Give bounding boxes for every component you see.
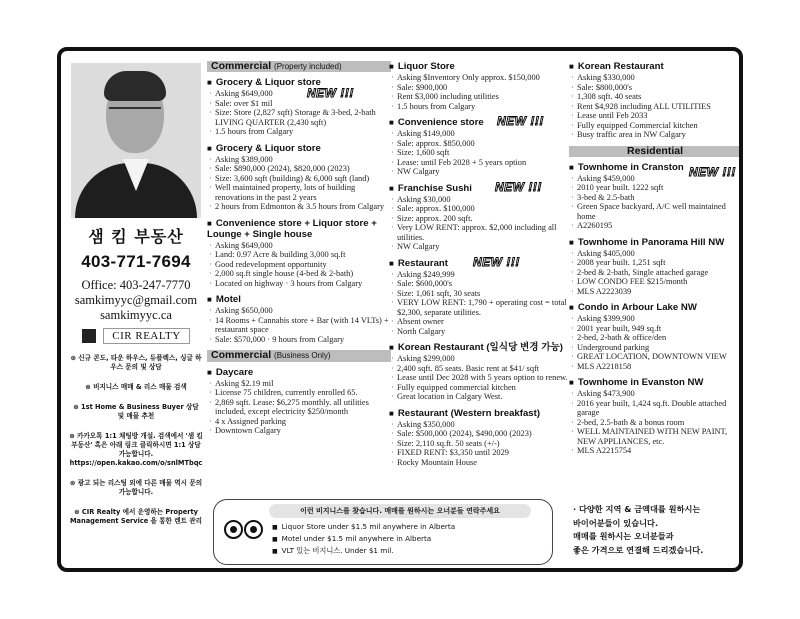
service-note: ⊛ 1st Home & Business Buyer 상담 및 매물 추천: [73, 403, 199, 420]
listing-detail: · GREAT LOCATION, DOWNTOWN VIEW: [569, 352, 741, 362]
listing[interactable]: [569, 162, 741, 231]
listing-detail: · 2,400 sqft. 85 seats. Basic rent at $41/ sqft: [389, 364, 571, 374]
listing-title: ■ Restaurant (Western breakfast): [389, 408, 571, 419]
listing-detail: · 2-bed, 2-bath & office/den: [569, 333, 741, 343]
listing-detail: · Sale: approx. $100,000: [389, 204, 571, 214]
wanted-businesses-box: [213, 499, 553, 565]
listing-detail: · North Calgary: [389, 327, 571, 337]
listing-detail: · MLS A2215754: [569, 446, 741, 456]
listing[interactable]: [207, 294, 391, 344]
listing-detail: · WELL MAINTAINED WITH NEW PAINT, NEW APPLIANCES, etc.: [569, 427, 741, 446]
service-note: ⊛ 광고 되는 리스팅 외에 다른 매물 역시 문의 가능합니다.: [69, 479, 203, 496]
section-commercial-property: Commercial (Property included): [207, 61, 391, 72]
realty-logo-icon: [82, 329, 96, 343]
ad-frame: [57, 47, 743, 572]
service-note: ⊛ 신규 콘도, 타운 하우스, 듀플렉스, 싱글 하우스 문의 및 상담: [70, 354, 202, 371]
service-note: ⊛ 비지니스 매매 & 리스 매물 검색: [85, 383, 187, 391]
listing-detail: · Asking $Inventory Only approx. $150,000: [389, 73, 571, 83]
listings-column-2: [389, 61, 571, 473]
listing-detail: · NW Calgary: [389, 167, 571, 177]
listing-title: ■ Franchise Sushi: [389, 183, 571, 194]
listing-detail: · Lease until Feb 2033: [569, 111, 741, 121]
new-badge: NEW !!!: [473, 254, 520, 269]
listing-detail: · NW Calgary: [389, 242, 571, 252]
listing-detail: · Asking $650,000: [207, 306, 391, 316]
listing-detail: · Absent owner: [389, 317, 571, 327]
service-notes: [69, 354, 203, 526]
listing-detail: · Very LOW RENT: approx. $2,000 including all utilities.: [389, 223, 571, 242]
wanted-item: ■ VLT 있는 비지니스. Under $1 mil.: [272, 545, 455, 557]
listing[interactable]: [389, 114, 571, 177]
listing-detail: · 2 hours from Edmonton & 3.5 hours from Calgary: [207, 202, 391, 212]
wanted-item: ■ Motel under $1.5 mil anywhere in Alberta: [272, 533, 455, 545]
wanted-header: 이런 비지니스를 찾습니다. 매매를 원하시는 오너분들 연락주세요: [269, 504, 531, 518]
listing-detail: · Asking $649,000: [207, 89, 391, 99]
listing-detail: · Asking $330,000: [569, 73, 741, 83]
listings-column-3: [569, 61, 741, 462]
new-badge: NEW !!!: [689, 164, 736, 179]
listing-detail: · 2001 year built, 949 sq.ft: [569, 324, 741, 334]
new-badge: NEW !!!: [497, 114, 544, 128]
listing[interactable]: [569, 377, 741, 456]
listing[interactable]: [569, 61, 741, 140]
listing-title: ■ Convenience store: [389, 117, 571, 128]
listing-title: ■ Grocery & Liquor store: [207, 143, 391, 154]
listing-detail: · Asking $399,900: [569, 314, 741, 324]
realty-name: CIR REALTY: [103, 328, 189, 344]
listing-detail: · 2,000 sq.ft single house (4-bed & 2-bath): [207, 269, 391, 279]
listing-title: ■ Daycare: [207, 367, 391, 378]
listing-title: ■ Liquor Store: [389, 61, 571, 72]
listing[interactable]: [389, 254, 571, 337]
new-badge: NEW !!!: [495, 179, 542, 194]
new-badge: NEW !!!: [307, 86, 354, 101]
listing-detail: · 3-bed & 2.5-bath: [569, 193, 741, 203]
listing-detail: · 2016 year built, 1,424 sq.ft. Double attached garage: [569, 399, 741, 418]
listing-detail: · Sale: over $1 mil: [207, 99, 391, 109]
listing-detail: · Asking $389,000: [207, 155, 391, 165]
section-residential: Residential: [569, 146, 741, 157]
service-note: ⊛ CIR Realty 에서 운영하는 Property Management Service 을 통한 렌트 관리: [69, 508, 202, 525]
listing-title: ■ Restaurant: [389, 258, 571, 269]
listing-title: ■ Condo in Arbour Lake NW: [569, 302, 741, 313]
listing-detail: · Green Space backyard, A/C well maintained home: [569, 202, 741, 221]
listing-detail: · 2010 year built. 1222 sqft: [569, 183, 741, 193]
listing-detail: · Sale: $600,000's: [389, 279, 571, 289]
listing-detail: · Sale: approx. $850,000: [389, 139, 571, 149]
listing[interactable]: [207, 367, 391, 436]
listing-detail: · Sale: $800,000's: [569, 83, 741, 93]
listing-detail: · Size: 1,061 sqft, 30 seats: [389, 289, 571, 299]
listing-detail: · Land: 0.97 Acre & building 3,000 sq.ft: [207, 250, 391, 260]
listing-detail: · 2,869 sqft. Lease: $6,275 monthly. all utilities included, except electricity $250/month: [207, 398, 391, 417]
listing-detail: · Asking $473,900: [569, 389, 741, 399]
listing-detail: · Asking $149,000: [389, 129, 571, 139]
listing-detail: · Rocky Mountain House: [389, 458, 571, 468]
listing[interactable]: [389, 408, 571, 468]
realty-logo: [69, 328, 203, 344]
listing-detail: · Located on highway · 3 hours from Calgary: [207, 279, 391, 289]
listing[interactable]: [389, 342, 571, 402]
listing-detail: · Sale: $900,000: [389, 83, 571, 93]
listing-detail: · 1.5 hours from Calgary: [389, 102, 571, 112]
listing-detail: · Lease until Dec 2028 with 5 years option to renew.: [389, 373, 571, 383]
listing-detail: · Great location in Calgary West.: [389, 392, 571, 402]
listing[interactable]: [207, 143, 391, 212]
eyes-icon: [224, 520, 264, 544]
listing-detail: · Asking $405,000: [569, 249, 741, 259]
buyers-note: [569, 503, 741, 557]
listing-title: ■ Korean Restaurant: [569, 61, 741, 72]
office-phone: Office: 403-247-7770: [81, 278, 191, 292]
listing-detail: · Underground parking: [569, 343, 741, 353]
listing-detail: · FIXED RENT: $3,350 until 2029: [389, 448, 571, 458]
listing-detail: · Size: 2,110 sq.ft. 50 seats (+/-): [389, 439, 571, 449]
listing-detail: · 2-bed, 2.5-bath & a bonus room: [569, 418, 741, 428]
listing-title: ■ Convenience store + Liquor store + Lounge + Single house: [207, 218, 391, 240]
listing-detail: · Asking $30,000: [389, 195, 571, 205]
agent-email[interactable]: samkimyyc@gmail.com: [74, 293, 198, 307]
listing-detail: · Busy traffic area in NW Calgary: [569, 130, 741, 140]
listing-detail: · Fully equipped Commercial kitchen: [569, 121, 741, 131]
listing-title: ■ Korean Restaurant (일식당 변경 가능): [389, 342, 571, 353]
listing-detail: · Asking $299,000: [389, 354, 571, 364]
listing-title: ■ Motel: [207, 294, 391, 305]
listing-detail: · Sale: $500,000 (2024), $490,000 (2023): [389, 429, 571, 439]
listing[interactable]: [389, 179, 571, 252]
service-note: ⊛ 카카오톡 1:1 채팅방 개설. 검색에서 '샘 킴 부동산' 혹은 아래 링크 클릭하시면 1:1 상담 가능합니다. https://open.kakao.com/o/snlMTbqc: [69, 432, 203, 467]
listing-detail: · LOW CONDO FEE $215/month: [569, 277, 741, 287]
agent-profile: [69, 59, 203, 559]
listing-detail: · 4 x Assigned parking: [207, 417, 391, 427]
listing-detail: · Rent $3,000 including utilities: [389, 92, 571, 102]
agent-phone[interactable]: 403-771-7694: [81, 252, 191, 271]
listing-detail: · Sale: $890,000 (2024), $820,000 (2023): [207, 164, 391, 174]
listing-detail: · Asking $350,000: [389, 420, 571, 430]
listing-detail: · Asking $249,999: [389, 270, 571, 280]
listing-detail: · A2260195: [569, 221, 741, 231]
listing-detail: · Size: Store (2,827 sqft) Storage & 3-bed, 2-bath LIVING QUARTER (2,430 sqft): [207, 108, 391, 127]
listing-detail: · 1.5 hours from Calgary: [207, 127, 391, 137]
listing-detail: · Good redevelopment opportunity: [207, 260, 391, 270]
listing-detail: · Asking $649,000: [207, 241, 391, 251]
listing-detail: · 14 Rooms + Cannabis store + Bar (with 14 VLTs) + restaurant space: [207, 316, 391, 335]
listing-detail: · Sale: $570,000 · 9 hours from Calgary: [207, 335, 391, 345]
buyers-note-line: · 다양한 지역 & 금액대를 원하시는: [573, 504, 701, 514]
listing-detail: · Asking $459,000: [569, 174, 741, 184]
listing-detail: · Size: approx. 200 sqft.: [389, 214, 571, 224]
section-commercial-business: Commercial (Business Only): [207, 350, 391, 361]
listing[interactable]: [389, 61, 571, 111]
listing-detail: · VERY LOW RENT: 1,790 + operating cost = total $2,300, separate utilities.: [389, 298, 571, 317]
agent-website[interactable]: samkimyyc.ca: [100, 308, 172, 322]
listings-column-1: [207, 61, 391, 442]
buyers-note-line: 좋은 가격으로 연결해 드리겠습니다.: [573, 544, 704, 555]
wanted-item: ■ Liquor Store under $1.5 mil anywhere in Alberta: [272, 521, 455, 533]
listing-detail: · Asking $2.19 mil: [207, 379, 391, 389]
agent-photo: [71, 63, 201, 218]
listing-detail: · 2-bed & 2-bath, Single attached garage: [569, 268, 741, 278]
listing-detail: · Downtown Calgary: [207, 426, 391, 436]
listing-detail: · Size: 3,600 sqft (building) & 6,000 sqft (land): [207, 174, 391, 184]
listing-detail: · MLS A2218158: [569, 362, 741, 372]
listing-detail: · Size: 1,600 sqft: [389, 148, 571, 158]
agent-name: 샘 킴 부동산: [88, 227, 184, 246]
listing-detail: · 2008 year built. 1,251 sqft: [569, 258, 741, 268]
listing-title: ■ Townhome in Cranston: [569, 162, 741, 173]
listing-title: ■ Grocery & Liquor store: [207, 77, 391, 88]
wanted-list: [272, 521, 455, 557]
buyers-note-line: 바이어분들이 있습니다.: [573, 517, 659, 528]
listing-title: ■ Townhome in Evanston NW: [569, 377, 741, 388]
listing-detail: · Fully equipped commercial kitchen: [389, 383, 571, 393]
listing-detail: · 1,308 sqft. 40 seats: [569, 92, 741, 102]
listing-detail: · License 75 children, currently enrolled 65.: [207, 388, 391, 398]
listing[interactable]: [207, 77, 391, 137]
listing-title: ■ Townhome in Panorama Hill NW: [569, 237, 741, 248]
listing[interactable]: [207, 218, 391, 289]
listing[interactable]: [569, 302, 741, 371]
listing-detail: · Well maintained property, lots of building renovations in the past 2 years: [207, 183, 391, 202]
listing-detail: · MLS A2223039: [569, 287, 741, 297]
listing-detail: · Rent $4,928 including ALL UTILITIES: [569, 102, 741, 112]
listing[interactable]: [569, 237, 741, 297]
listing-detail: · Lease: until Feb 2028 + 5 years option: [389, 158, 571, 168]
buyers-note-line: 매매를 원하시는 오너분들과: [573, 531, 674, 541]
